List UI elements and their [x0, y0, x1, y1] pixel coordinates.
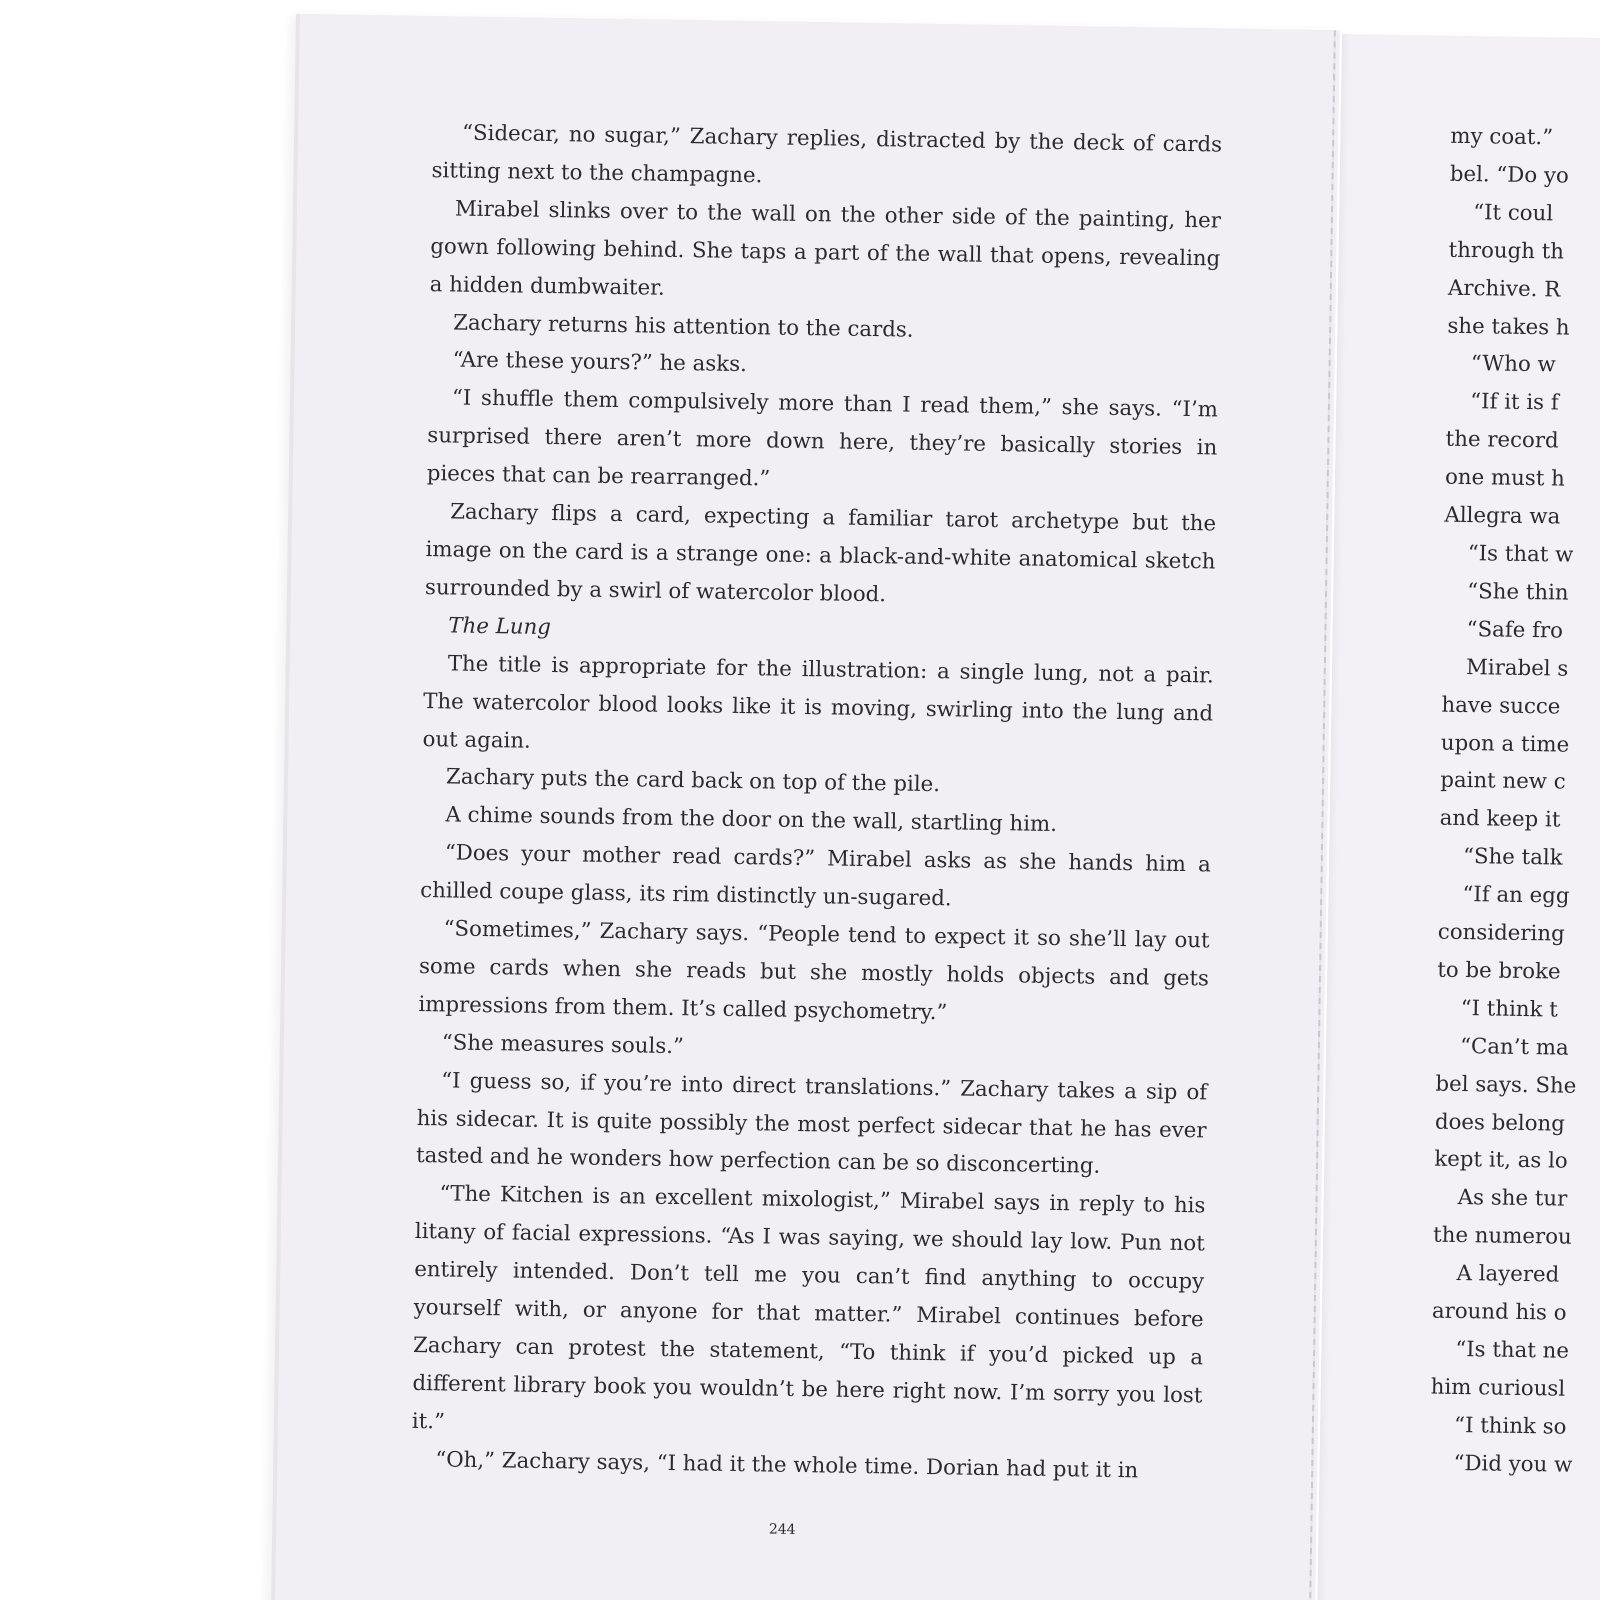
- text-line: paint new c: [1440, 768, 1566, 796]
- right-page: [1317, 34, 1600, 1600]
- text-line: does belong: [1434, 1109, 1566, 1137]
- paragraph: Zachary returns his attention to the cards.: [452, 309, 914, 343]
- text-line: the numerou: [1432, 1222, 1572, 1251]
- left-page: [275, 14, 1340, 1600]
- text-line: “Safe fro: [1466, 616, 1564, 644]
- paragraph: Mirabel slinks over to the wall on the other side of the painting, her gown following behind. She taps a part of the wall that opens, revealing a hidden dumbwaiter.: [429, 196, 1222, 301]
- text-line: bel. “Do yo: [1449, 161, 1569, 189]
- text-line: kept it, as lo: [1434, 1147, 1568, 1175]
- text-line: to be broke: [1437, 957, 1561, 985]
- text-line: considering: [1437, 919, 1565, 947]
- text-line: upon a time: [1440, 730, 1570, 758]
- text-line: around his o: [1431, 1298, 1567, 1326]
- text-line: and keep it: [1439, 805, 1561, 833]
- right-page-text: [1429, 118, 1600, 1486]
- paragraph: “Oh,” Zachary says, “I had it the whole time. Dorian had put it in: [435, 1447, 1139, 1484]
- text-line: “Is that w: [1467, 541, 1574, 568]
- text-line: my coat.”: [1450, 123, 1554, 151]
- left-page-text: [411, 114, 1222, 1491]
- paragraph: “Are these yours?” he asks.: [452, 347, 748, 378]
- text-line: Allegra wa: [1444, 502, 1561, 530]
- paragraph: “She measures souls.”: [441, 1030, 685, 1059]
- text-line: “Did you w: [1453, 1450, 1573, 1478]
- paragraph: “Sometimes,” Zachary says. “People tend to expect it so she’ll lay out some cards when she reads but she mostly holds objects and gets impressions from them. It’s called psychometry.”: [418, 916, 1210, 1026]
- paragraph: “I shuffle them compulsively more than I read them,” she says. “I’m surprised there aren’t more down here, they’re basically stories in pieces that can be rearranged.”: [426, 385, 1219, 492]
- text-line: “Can’t ma: [1459, 1033, 1569, 1061]
- text-line: the record: [1445, 426, 1559, 454]
- text-line: “Is that ne: [1455, 1336, 1570, 1364]
- card-title: The Lung: [448, 613, 552, 640]
- paragraph: A chime sounds from the door on the wall, startling him.: [445, 802, 1058, 838]
- text-line: Mirabel s: [1465, 654, 1569, 682]
- text-line: A layered: [1456, 1261, 1560, 1288]
- text-line: through th: [1448, 237, 1565, 265]
- paragraph: “The Kitchen is an excellent mixologist,” Mirabel says in reply to his litany of facial expressions. “As I was saying, we should lay low. Pun not entirely intended. Don’t tell me you can’t find anything to occupy yourself with, or anyone for that matter.” Mirabel continues before Zachary can protest the statement, “To think if you’d picked up a different library book you wouldn’t be here right now. I’m sorry you lost it.”: [411, 1181, 1206, 1435]
- paragraph: “I guess so, if you’re into direct translations.” Zachary takes a sip of his sidecar. It is quite possibly the most perfect sidecar that he has ever tasted and he wonders how perfection can be so disconcerting.: [415, 1068, 1208, 1180]
- paragraph: “Does your mother read cards?” Mirabel asks as she hands him a chilled coupe glass, its rim distinctly un-sugared.: [420, 840, 1211, 912]
- text-line: “She talk: [1462, 844, 1563, 871]
- text-line: him curiousl: [1430, 1374, 1566, 1402]
- paragraph: The title is appropriate for the illustration: a single lung, not a pair. The watercolor blood looks like it is moving, swirling into the lung and out again.: [422, 651, 1214, 754]
- text-line: “If it is f: [1470, 389, 1559, 416]
- text-line: “She thin: [1467, 578, 1569, 606]
- text-line: have succe: [1441, 692, 1561, 720]
- text-line: one must h: [1444, 464, 1566, 492]
- text-line: “Who w: [1470, 351, 1556, 378]
- text-line: “If an egg: [1462, 882, 1570, 909]
- text-line: Archive. R: [1447, 275, 1561, 303]
- text-line: bel says. She: [1435, 1071, 1577, 1099]
- paragraph: Zachary flips a card, expecting a familiar tarot archetype but the image on the card is a strange one: a black-and-white anatomical sketch surrounded by a swirl of watercolor blood.: [424, 499, 1217, 608]
- text-line: “I think t: [1460, 995, 1559, 1023]
- text-line: As she tur: [1457, 1185, 1568, 1213]
- paragraph: Zachary puts the card back on top of the pile.: [445, 764, 941, 798]
- text-line: she takes h: [1447, 313, 1570, 341]
- page-number: 244: [768, 1521, 796, 1538]
- paragraph: “Sidecar, no sugar,” Zachary replies, distracted by the deck of cards sitting next to the champagne.: [431, 120, 1223, 189]
- text-line: “I think so: [1453, 1412, 1567, 1440]
- text-line: “It coul: [1473, 199, 1554, 227]
